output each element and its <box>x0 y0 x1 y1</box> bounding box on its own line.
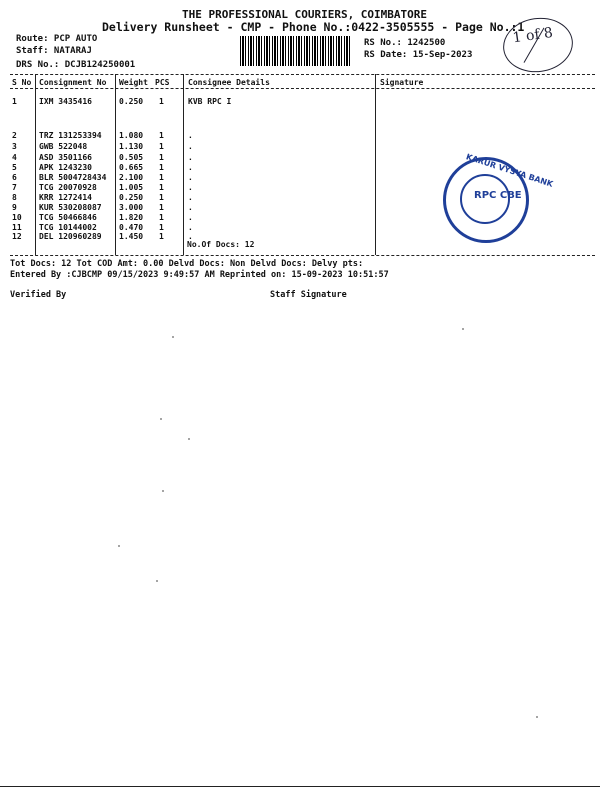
header-consignment: Consignment No <box>39 78 107 87</box>
drs-number: DRS No.: DCJB124250001 <box>16 60 136 70</box>
scan-dot <box>118 545 120 547</box>
verified-by: Verified By <box>10 290 67 300</box>
no-of-docs: No.Of Docs: 12 <box>187 240 255 249</box>
table-bottom-divider <box>10 255 595 256</box>
staff: Staff: NATARAJ <box>16 46 92 56</box>
header-divider <box>10 88 595 89</box>
scan-dot <box>160 418 162 420</box>
stamp-inner-text: RPC CBE <box>474 190 522 201</box>
header-consignee: Consignee Details <box>188 78 270 87</box>
page-title: THE PROFESSIONAL COURIERS, COIMBATORE <box>182 8 428 21</box>
entered-by: Entered By :CJBCMP 09/15/2023 9:49:57 AM Reprinted on: 15-09-2023 10:51:57 <box>10 270 389 280</box>
header-signature: Signature <box>380 78 424 87</box>
footer-summary: Tot Docs: 12 Tot COD Amt: 0.00 Delvd Docs: Non Delvd Docs: Delvy pts: <box>10 259 364 269</box>
header-weight: Weight <box>119 78 148 87</box>
col-sep-1 <box>35 74 36 255</box>
col-sep-2 <box>115 74 116 255</box>
page-bottom-line <box>0 786 600 787</box>
route: Route: PCP AUTO <box>16 34 98 44</box>
col-sep-4 <box>375 74 376 255</box>
col-sep-3 <box>183 74 184 255</box>
scan-dot <box>162 490 164 492</box>
scan-dot <box>536 716 538 718</box>
top-divider <box>10 74 595 75</box>
header-pcs: PCS <box>155 78 170 87</box>
page-subtitle: Delivery Runsheet - CMP - Phone No.:0422-3505555 - Page No.:1 <box>102 20 525 34</box>
scan-dot <box>172 336 174 338</box>
scan-dot <box>156 580 158 582</box>
rs-number: RS No.: 1242500 <box>364 38 446 48</box>
barcode <box>240 36 352 66</box>
handwritten-text: 1 of 8 <box>511 24 554 47</box>
staff-signature: Staff Signature <box>270 290 347 300</box>
scan-dot <box>188 438 190 440</box>
header-sno: S No <box>12 78 32 87</box>
bank-stamp <box>443 152 555 243</box>
scan-dot <box>462 328 464 330</box>
stamp-outer-text: KARUR VYSYA BANK <box>464 152 555 189</box>
rs-date: RS Date: 15-Sep-2023 <box>364 50 473 60</box>
